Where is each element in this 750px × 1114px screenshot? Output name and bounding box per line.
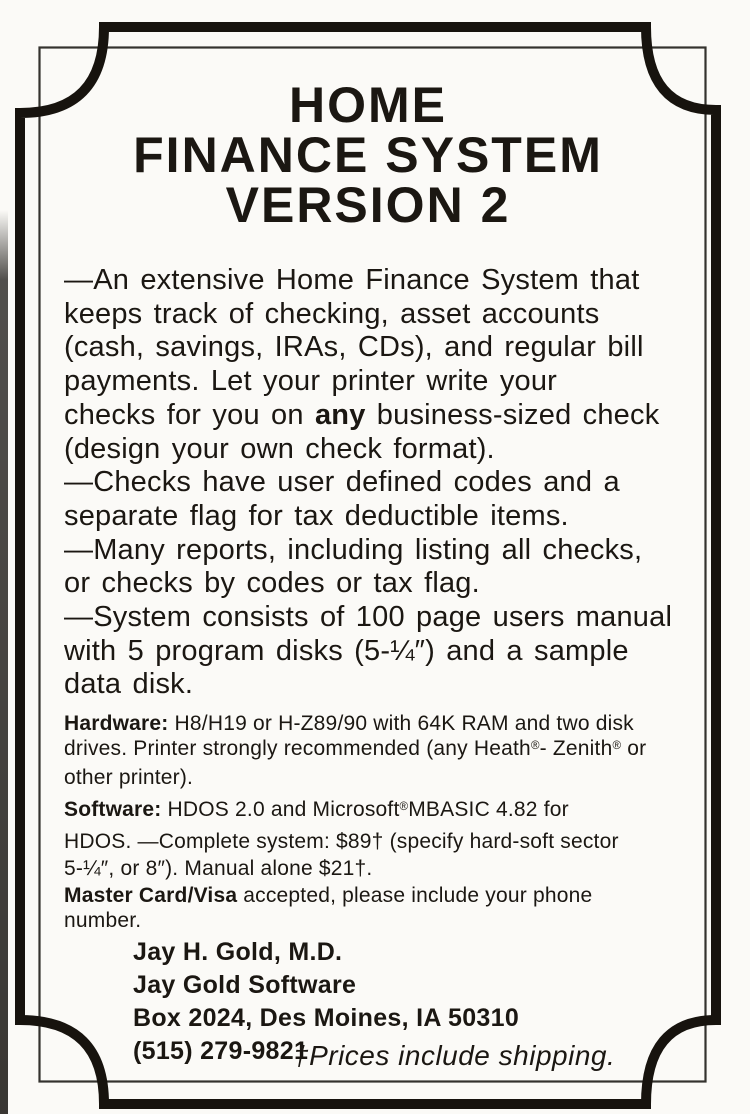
text-line	[64, 736, 646, 765]
price-footnote: †Prices include shipping.	[293, 1040, 616, 1071]
registered-trademark-symbol: ®	[399, 801, 409, 814]
text-line	[64, 466, 672, 500]
text-segment: Jay H. Gold, M.D.	[133, 938, 343, 966]
text-segment: HDOS. —Complete system: $89† (specify hard-soft sector	[64, 829, 619, 853]
text-line	[133, 969, 519, 1002]
text-segment: Box 2024, Des Moines, IA 50310	[133, 1004, 520, 1032]
text-segment: separate flag for tax deductible items.	[64, 499, 569, 532]
payment-info	[64, 883, 592, 933]
software-requirements	[64, 796, 619, 883]
text-segment: (515) 279-9821	[133, 1037, 309, 1065]
registered-trademark-symbol: ®	[530, 740, 540, 753]
text-line	[64, 908, 592, 933]
text-segment: HOME	[289, 77, 447, 133]
text-segment: business-sized check	[365, 398, 660, 431]
text-segment: with 5 program disks (5-¼″) and a sample	[64, 634, 629, 667]
text-line	[64, 365, 672, 399]
intro-paragraphs	[64, 264, 672, 702]
text-line	[64, 567, 672, 601]
text-line	[64, 765, 646, 790]
text-segment: payments. Let your printer write your	[64, 365, 558, 398]
registered-trademark-symbol: ®	[612, 740, 622, 753]
text-segment: Software:	[64, 798, 162, 821]
text-segment: Master Card/Visa	[64, 884, 238, 907]
text-segment: drives. Printer strongly recommended (any Heath	[64, 737, 531, 760]
hardware-requirements	[64, 711, 646, 790]
text-line	[64, 433, 672, 467]
text-line	[64, 500, 672, 534]
text-line	[64, 635, 672, 669]
text-line	[64, 828, 619, 856]
text-segment: (cash, savings, IRAs, CDs), and regular bill	[64, 331, 644, 364]
text-segment: VERSION 2	[225, 177, 511, 233]
text-line	[133, 1002, 519, 1035]
text-segment: data disk.	[64, 668, 194, 701]
text-segment: (design your own check format).	[64, 432, 495, 465]
page-edge-shadow	[0, 210, 8, 1114]
text-segment: —An extensive Home Finance System that	[64, 264, 640, 296]
text-segment: accepted, please include your phone	[237, 884, 593, 907]
text-segment: —System consists of 100 page users manual	[64, 601, 673, 634]
text-segment: —Many reports, including listing all checks,	[64, 533, 643, 566]
text-line	[64, 711, 646, 736]
text-segment: keeps track of checking, asset accounts	[64, 297, 600, 330]
text-segment: MBASIC 4.82 for	[408, 798, 569, 821]
text-segment: or	[621, 737, 647, 760]
text-segment: 5-¼″, or 8″). Manual alone $21†.	[64, 857, 373, 880]
text-line	[64, 668, 672, 702]
text-segment: —Checks have user defined codes and a	[64, 466, 620, 499]
text-line	[0, 127, 736, 183]
text-line	[133, 936, 519, 969]
text-segment: - Zenith	[539, 737, 613, 760]
text-segment: number.	[64, 909, 142, 932]
text-segment: other printer).	[64, 766, 194, 789]
ad-title	[0, 77, 736, 233]
text-segment: Hardware:	[64, 712, 169, 735]
text-segment: HDOS 2.0 and Microsoft	[161, 798, 400, 821]
text-line	[64, 601, 672, 635]
text-segment: or checks by codes or tax flag.	[64, 567, 480, 600]
text-line	[64, 399, 672, 433]
text-line	[64, 796, 619, 828]
text-segment: any	[314, 398, 366, 431]
text-line	[64, 534, 672, 568]
text-line	[64, 855, 619, 883]
text-line	[64, 883, 592, 908]
text-line	[64, 298, 672, 332]
text-segment: FINANCE SYSTEM	[133, 127, 603, 183]
text-segment: H8/H19 or H-Z89/90 with 64K RAM and two disk	[168, 712, 634, 735]
text-line	[0, 177, 736, 233]
text-line	[0, 77, 736, 133]
text-segment: checks for you on	[64, 398, 315, 431]
text-segment: Jay Gold Software	[133, 971, 357, 999]
text-line	[64, 331, 672, 365]
text-line	[64, 264, 672, 298]
